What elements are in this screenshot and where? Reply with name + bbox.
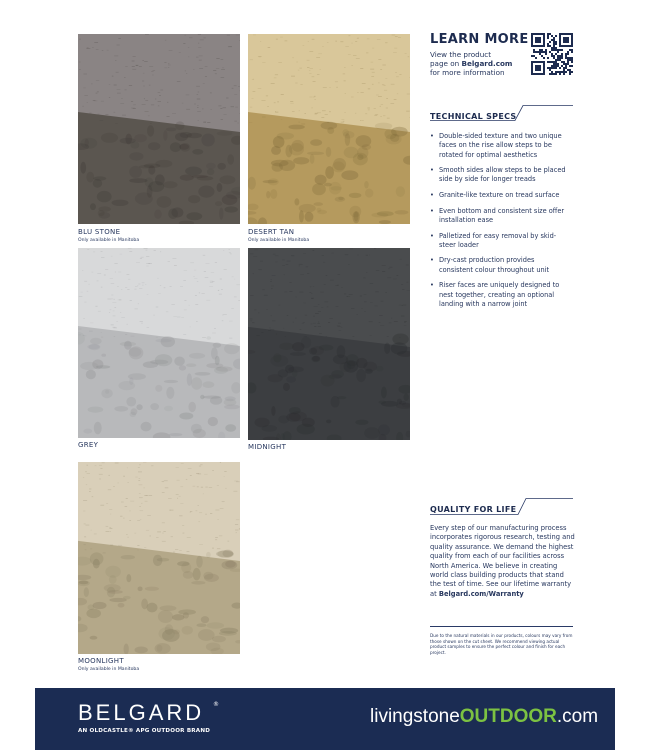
spec-item: • Riser faces are uniquely designed to nest together, creating an optional landing with a narrow joint [430, 281, 570, 309]
spec-item: • Even bottom and consistent size offer installation ease [430, 207, 570, 226]
livingstone-url[interactable] [370, 706, 598, 728]
swatch-desert-tan [248, 34, 410, 224]
divider [430, 626, 573, 627]
section-rule [430, 497, 573, 517]
spec-item: • Dry-cast production provides consistent colour throughout unit [430, 256, 570, 275]
belgard-link[interactable]: Belgard.com [461, 59, 513, 68]
technical-specs-list [430, 132, 570, 316]
site-accent: OUTDOOR [459, 706, 557, 727]
site-suffix: .com [556, 706, 599, 727]
swatch-texture [78, 248, 240, 438]
qr-code-icon[interactable] [531, 33, 573, 75]
section-rule [430, 104, 573, 124]
spec-item: • Smooth sides allow steps to be placed side by side for longer treads [430, 166, 570, 185]
swatch-midnight [248, 248, 410, 440]
belgard-logo: BELGARD [78, 700, 205, 725]
swatch-note: Only available in Manitoba [78, 238, 140, 243]
swatch-label: GREY [78, 441, 99, 449]
quality-body [430, 524, 575, 599]
learn-more-line [430, 59, 512, 68]
swatch-note: Only available in Manitoba [248, 238, 310, 243]
registered-mark: ® [213, 701, 219, 708]
spec-item: • Granite-like texture on tread surface [430, 191, 570, 200]
learn-more-line: View the product [430, 50, 492, 59]
swatch-grey [78, 248, 240, 438]
disclaimer: Due to the natural materials in our products, colours may vary from those shown on the cut sheet. We recommend viewing actual product samples to ensure the perfect colour and finish for each project. [430, 633, 573, 656]
swatch-texture [248, 34, 410, 224]
swatch-texture [248, 248, 410, 440]
swatch-label: DESERT TAN [248, 228, 295, 236]
learn-more-title: LEARN MORE [430, 32, 529, 47]
learn-more-prefix: page on [430, 59, 462, 68]
swatch-texture [78, 34, 240, 224]
swatch-moonlight [78, 462, 240, 654]
learn-more-line: for more information [430, 68, 505, 77]
spec-item: • Palletized for easy removal by skid-steer loader [430, 232, 570, 251]
swatch-label: MOONLIGHT [78, 657, 124, 665]
quality-body-text: Every step of our manufacturing process incorporates rigorous research, testing and quality assurance. We demand the highest quality from each of our facilities across North America. We believe in creating world class building products that stand the test of time. See our lifetime warranty at [430, 524, 575, 598]
warranty-link[interactable]: Belgard.com/Warranty [438, 589, 524, 598]
site-prefix: livingstone [370, 706, 460, 727]
footer-bar [35, 688, 615, 750]
swatch-blu-stone [78, 34, 240, 224]
quality-title: QUALITY FOR LIFE [430, 505, 517, 514]
technical-specs-title: TECHNICAL SPECS [430, 112, 517, 121]
swatch-texture [78, 462, 240, 654]
brand-subtitle: AN OLDCASTLE® APG OUTDOOR BRAND [78, 728, 211, 734]
spec-item: • Double-sided texture and two unique faces on the rise allow steps to be rotated for optimal aesthetics [430, 132, 570, 160]
swatch-label: MIDNIGHT [248, 443, 287, 451]
swatch-note: Only available in Manitoba [78, 667, 140, 672]
swatch-label: BLU STONE [78, 228, 121, 236]
